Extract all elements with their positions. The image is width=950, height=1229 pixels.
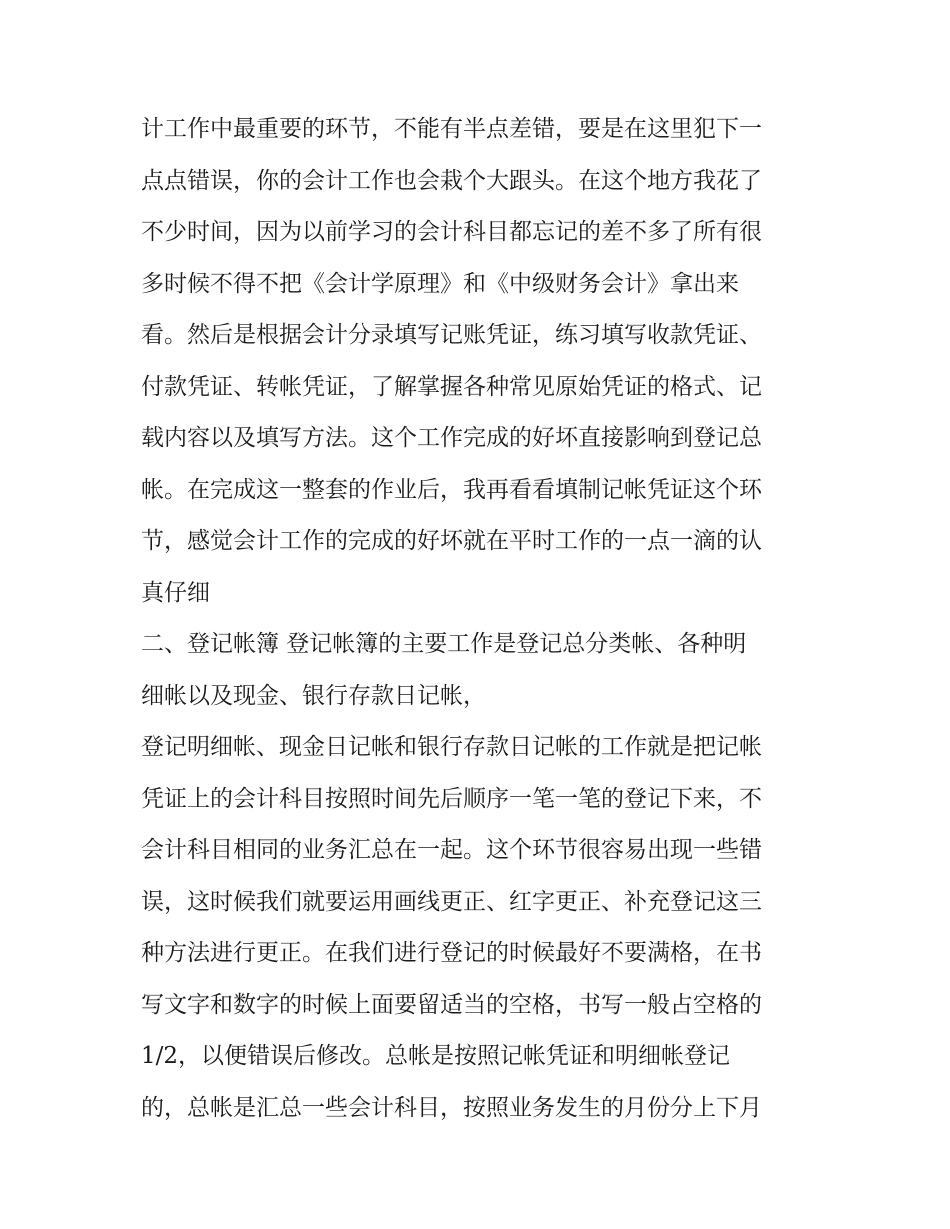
text-line: 点点错误，你的会计工作也会栽个大跟头。在这个地方我花了 [141,167,762,194]
text-line: 节，感觉会计工作的完成的好坏就在平时工作的一点一滴的认 [141,528,762,554]
text-line: 误，这时候我们就要运用画线更正、红字更正、补充登记这三 [141,888,762,915]
text-line: 计工作中最重要的环节，不能有半点差错，要是在这里犯下一 [141,116,762,142]
section-heading-line: 二、登记帐簿 登记帐簿的主要工作是登记总分类帐、各种明 [141,631,747,657]
text-line: 载内容以及填写方法。这个工作完成的好坏直接影响到登记总 [141,425,762,451]
text-line: 帐。在完成这一整套的作业后，我再看看填制记帐凭证这个环 [141,476,762,503]
text-line: 写文字和数字的时候上面要留适当的空格，书写一般占空格的 [141,991,762,1018]
body-text [141,104,821,1134]
text-line: 细帐以及现金、银行存款日记帐， [141,682,486,709]
text-line: 登记明细帐、现金日记帐和银行存款日记帐的工作就是把记帐 [141,734,762,760]
text-line: 真仔细 [141,579,210,606]
text-line: 会计科目相同的业务汇总在一起。这个环节很容易出现一些错 [141,837,762,863]
text-line: 种方法进行更正。在我们进行登记的时候最好不要满格，在书 [141,940,762,966]
text-line: 1/2，以便错误后修改。总帐是按照记帐凭证和明细帐登记 [141,1043,731,1069]
text-line: 付款凭证、转帐凭证，了解掌握各种常见原始凭证的格式、记 [141,373,762,400]
text-line: 多时候不得不把《会计学原理》和《中级财务会计》拿出来 [141,270,739,297]
text-line: 的，总帐是汇总一些会计科目，按照业务发生的月份分上下月 [141,1094,762,1121]
text-line: 不少时间，因为以前学习的会计科目都忘记的差不多了所有很 [141,219,762,245]
text-line: 凭证上的会计科目按照时间先后顺序一笔一笔的登记下来，不 [141,785,762,812]
text-line: 看。然后是根据会计分录填写记账凭证，练习填写收款凭证、 [141,322,762,348]
